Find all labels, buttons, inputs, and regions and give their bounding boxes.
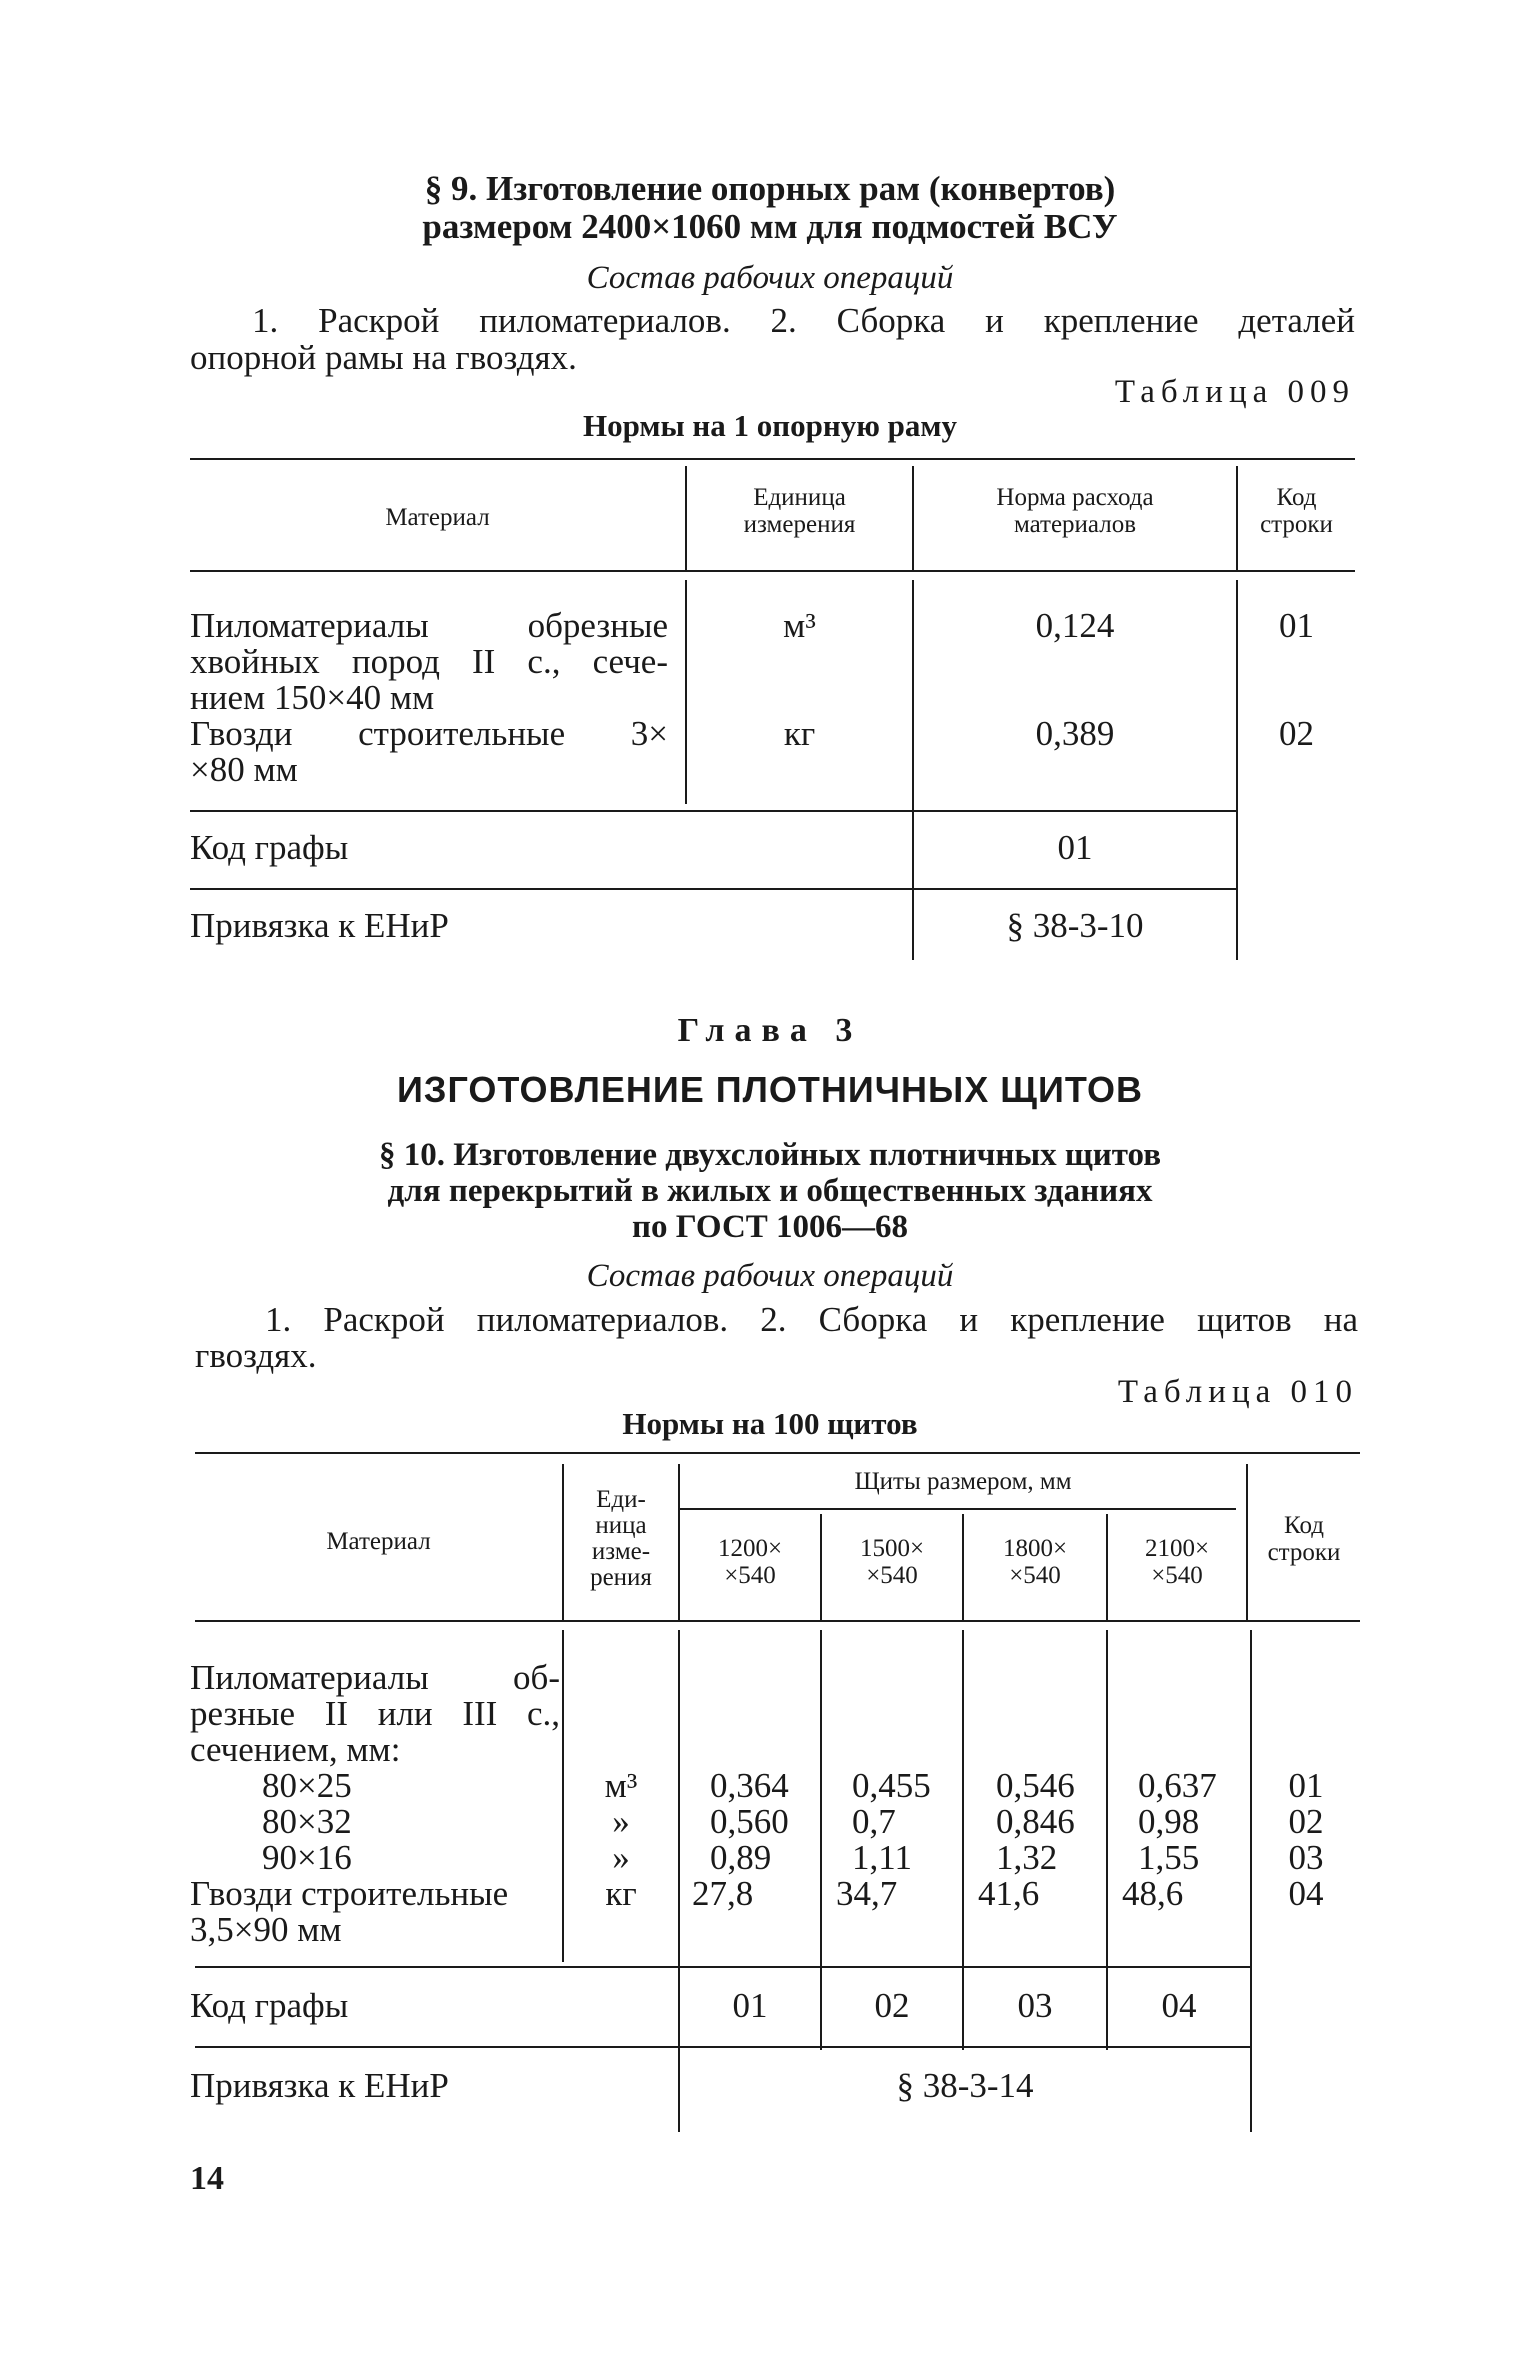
table009-material-line: нием 150×40 мм bbox=[190, 678, 435, 717]
section10-ops-heading: Состав рабочих операций bbox=[586, 1258, 954, 1294]
table010-norms-title: Нормы на 100 щитов bbox=[622, 1406, 918, 1441]
table010-header-size: 1200× bbox=[717, 1535, 783, 1562]
section10-ops-line2: гвоздях. bbox=[195, 1336, 317, 1375]
table009-material-line: ×80 мм bbox=[190, 750, 298, 789]
table010-code: 03 bbox=[1288, 1838, 1324, 1877]
table010-graph-code-label: Код графы bbox=[190, 1986, 349, 2025]
table010-value: 1,55 bbox=[1138, 1838, 1200, 1877]
table009-header-rule bbox=[190, 570, 1355, 572]
table010-header-size: 1500× bbox=[859, 1535, 925, 1562]
table010-header-code: строки bbox=[1267, 1539, 1341, 1566]
table009-material-line: хвойных пород II с., сече- bbox=[190, 642, 668, 681]
table009-norm: 0,389 bbox=[1035, 714, 1115, 753]
table009-code: 01 bbox=[1279, 606, 1314, 645]
table010-value: 48,6 bbox=[1122, 1874, 1184, 1913]
chapter-label: Глава 3 bbox=[677, 1012, 863, 1049]
table010-header-size: 1800× bbox=[1002, 1535, 1068, 1562]
table009-unit: кг bbox=[783, 714, 816, 753]
table010-unit: » bbox=[612, 1838, 630, 1877]
table010-header-size: 2100× bbox=[1144, 1535, 1210, 1562]
table009-material-line: Пиломатериалы обрезные bbox=[190, 606, 668, 645]
table009-header-unit: измерения bbox=[743, 511, 856, 538]
table009-header-code: строки bbox=[1260, 511, 1333, 538]
table010-graph-code: 04 bbox=[1161, 1986, 1197, 2025]
table009-material-line: Гвозди строительные 3× bbox=[190, 714, 668, 753]
table010-row-label: Гвозди строительные bbox=[190, 1874, 509, 1913]
section10-title-line3: по ГОСТ 1006—68 bbox=[631, 1209, 909, 1245]
table009-label: Таблица 009 bbox=[1114, 374, 1355, 410]
table010-value: 0,637 bbox=[1138, 1766, 1217, 1805]
table010-header-size: ×540 bbox=[1009, 1562, 1061, 1589]
table009-norms-title: Нормы на 1 опорную раму bbox=[582, 408, 958, 443]
table010-nails-size: 3,5×90 мм bbox=[190, 1910, 342, 1949]
page-number: 14 bbox=[190, 2160, 224, 2197]
table010-enir-label: Привязка к ЕНиР bbox=[190, 2066, 449, 2105]
table010-header-unit: ница bbox=[595, 1512, 647, 1539]
table010-enir-value: § 38-3-14 bbox=[896, 2066, 1034, 2105]
section9-ops-heading: Состав рабочих операций bbox=[586, 260, 954, 296]
table010-header-unit: рения bbox=[590, 1564, 652, 1591]
table009-code: 02 bbox=[1279, 714, 1314, 753]
chapter-title: ИЗГОТОВЛЕНИЕ ПЛОТНИЧНЫХ ЩИТОВ bbox=[397, 1069, 1143, 1110]
table010-unit: м³ bbox=[604, 1766, 638, 1805]
section10-ops-line1: 1. Раскрой пиломатериалов. 2. Сборка и крепление щитов на bbox=[265, 1300, 1358, 1339]
table010-row-label: 90×16 bbox=[262, 1838, 352, 1877]
table010-divider bbox=[1106, 1630, 1108, 2050]
section9-ops-line2: опорной рамы на гвоздях. bbox=[190, 338, 577, 377]
table010-value: 1,11 bbox=[852, 1838, 912, 1877]
table010-label: Таблица 010 bbox=[1117, 1374, 1358, 1410]
table010-value: 27,8 bbox=[692, 1874, 754, 1913]
table010-value: 1,32 bbox=[996, 1838, 1058, 1877]
table010-code: 04 bbox=[1288, 1874, 1324, 1913]
table010-graph-code: 02 bbox=[874, 1986, 910, 2025]
table009-top-rule bbox=[190, 458, 1355, 460]
table010-value: 0,364 bbox=[710, 1766, 789, 1805]
table009-header-unit: Единица bbox=[753, 484, 846, 511]
section9-ops-line1: 1. Раскрой пиломатериалов. 2. Сборка и крепление деталей bbox=[252, 301, 1355, 340]
table010-unit: кг bbox=[605, 1874, 637, 1913]
table010-row-label: 80×32 bbox=[262, 1802, 352, 1841]
table009-unit: м³ bbox=[783, 606, 816, 645]
table010-header-size: ×540 bbox=[724, 1562, 776, 1589]
section9-title-line2: размером 2400×1060 мм для подмостей ВСУ bbox=[422, 207, 1118, 246]
table010-value: 0,89 bbox=[710, 1838, 772, 1877]
table010-code: 02 bbox=[1288, 1802, 1324, 1841]
table010-value: 0,846 bbox=[996, 1802, 1075, 1841]
section9-title-line1: § 9. Изготовление опорных рам (конвертов) bbox=[424, 169, 1116, 208]
table010-value: 41,6 bbox=[978, 1874, 1040, 1913]
table010-header-rule bbox=[195, 1620, 1360, 1622]
section10-title-line2: для перекрытий в жилых и общественных зданиях bbox=[387, 1173, 1153, 1209]
table010-group-rule bbox=[678, 1508, 1236, 1510]
table010-value: 0,455 bbox=[852, 1766, 931, 1805]
table009-header-material: Материал bbox=[385, 504, 490, 531]
table010-divider bbox=[820, 1630, 822, 2050]
table010-value: 0,560 bbox=[710, 1802, 789, 1841]
table010-top-rule bbox=[195, 1452, 1360, 1454]
table010-value: 0,98 bbox=[1138, 1802, 1200, 1841]
table010-header-group: Щиты размером, мм bbox=[854, 1468, 1072, 1495]
table009-graph-code-label: Код графы bbox=[190, 828, 349, 867]
table010-divider bbox=[678, 1630, 680, 2132]
table009-header-norm: материалов bbox=[1013, 511, 1137, 538]
table010-header-size: ×540 bbox=[866, 1562, 918, 1589]
table009-row-rule bbox=[190, 888, 1236, 890]
table010-divider bbox=[962, 1630, 964, 2050]
table010-header-material: Материал bbox=[326, 1528, 431, 1555]
table010-code: 01 bbox=[1288, 1766, 1324, 1805]
section10-title-line1: § 10. Изготовление двухслойных плотничных щитов bbox=[378, 1137, 1162, 1173]
table010-unit: » bbox=[612, 1802, 630, 1841]
table010-graph-code: 01 bbox=[732, 1986, 768, 2025]
table009-header-code: Код bbox=[1276, 484, 1317, 511]
table010-row-rule bbox=[195, 1966, 1250, 1968]
table009-enir-value: § 38-3-10 bbox=[1006, 906, 1144, 945]
table010-material-line: Пиломатериалы об- bbox=[190, 1658, 560, 1697]
table010-row-label: 80×25 bbox=[262, 1766, 352, 1805]
table010-material-line: резные II или III с., bbox=[190, 1694, 560, 1733]
table010-row-rule bbox=[195, 2046, 1250, 2048]
table009-norm: 0,124 bbox=[1035, 606, 1115, 645]
table010-header-unit: Еди- bbox=[596, 1486, 646, 1513]
table010-value: 0,546 bbox=[996, 1766, 1075, 1805]
table010-header-code: Код bbox=[1284, 1512, 1324, 1539]
table010-value: 0,7 bbox=[852, 1802, 896, 1841]
table010-value: 34,7 bbox=[836, 1874, 898, 1913]
table009-header-norm: Норма расхода bbox=[996, 484, 1154, 511]
table010-material-line: сечением, мм: bbox=[190, 1730, 401, 1769]
table009-graph-code-value: 01 bbox=[1057, 828, 1093, 867]
table010-header-size: ×540 bbox=[1151, 1562, 1203, 1589]
table010-header-unit: изме- bbox=[591, 1538, 651, 1565]
table010-graph-code: 03 bbox=[1017, 1986, 1053, 2025]
table009-row-rule bbox=[190, 810, 1236, 812]
table009-enir-label: Привязка к ЕНиР bbox=[190, 906, 449, 945]
